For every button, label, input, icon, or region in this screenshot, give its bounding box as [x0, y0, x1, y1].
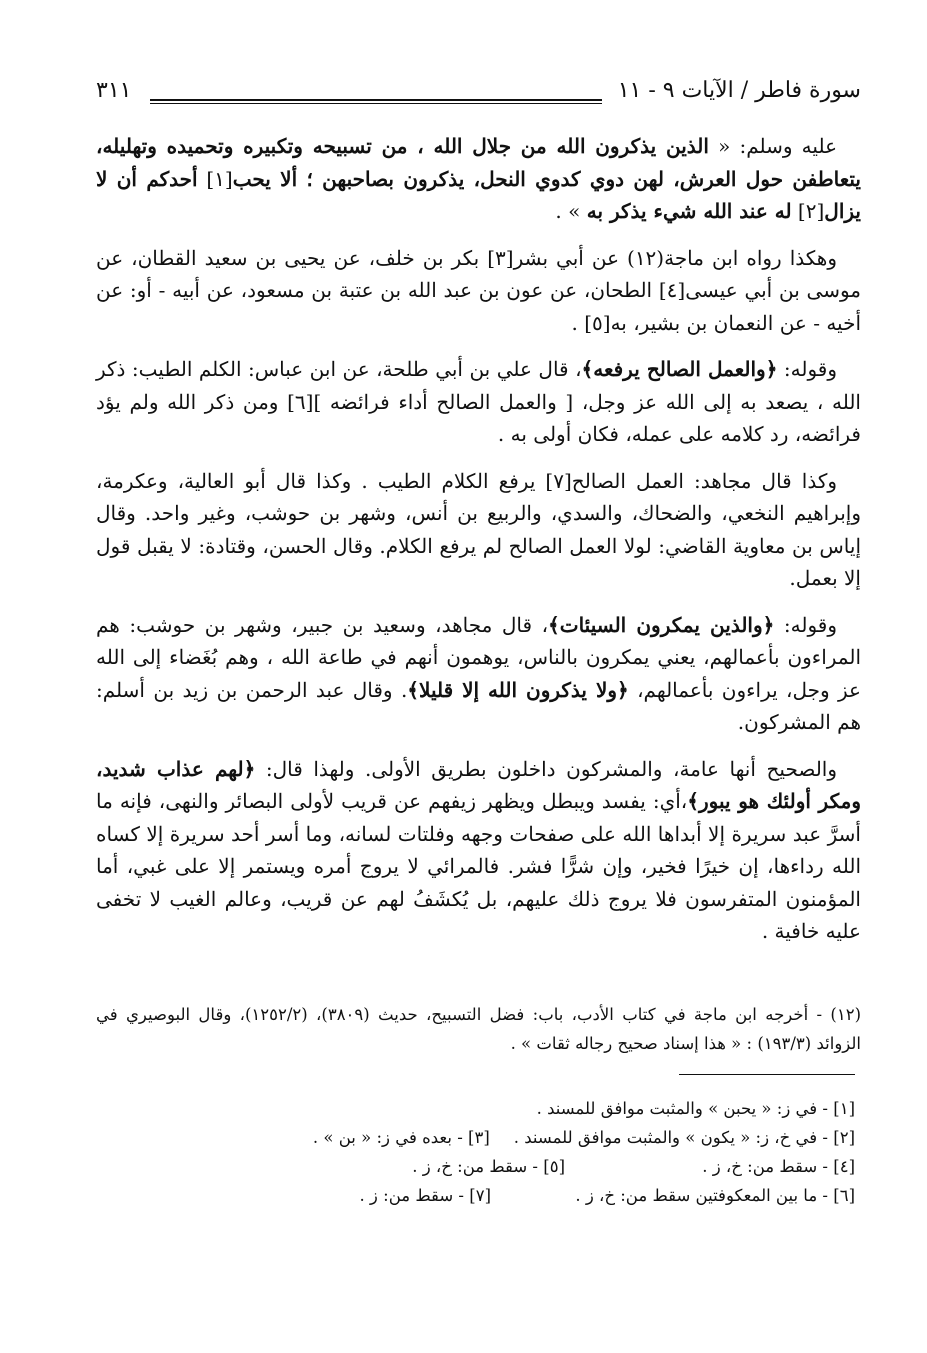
text-run: » .	[555, 199, 587, 223]
hadith-text: أحدكم أن لا يزال	[96, 166, 861, 223]
paragraph-1	[96, 130, 861, 228]
footnote-12: (١٢) - أخرجه ابن ماجة في كتاب الأدب، باب: فضل التسبيح، حديث (٣٨٠٩)، (١٢٥٢/٢)، وقال البوصيري في الزوائد (١٩٣/٣) : « هذا إسناد صحيح رجاله ثقات » .	[96, 1005, 862, 1053]
main-text	[96, 130, 861, 948]
text-run: والصحيح أنها عامة، والمشركون داخلون بطريق الأولى. ولهذا قال:	[255, 756, 838, 781]
footnote-separator	[679, 1074, 855, 1075]
paragraph-3	[96, 353, 861, 451]
variant-note: [٢] - في خ، ز: « يكون » والمثبت موافق للمسند .	[513, 1128, 855, 1147]
paragraph-4	[96, 465, 861, 595]
variant-note: [٥] - سقط من: خ، ز .	[412, 1157, 565, 1176]
variant-note: [٣] - بعده في ز: « بن » .	[312, 1128, 490, 1147]
paragraph-5	[96, 609, 861, 739]
text-run: ، قال مجاهد، وسعيد بن جبير، وشهر بن حوشب: هم المراءون بأعمالهم، يعني يمكرون بالناس، يوهمون أنهم في طاعة الله ، وهم بُغَضاء إلى الله عز وجل، يراءون بأعمالهم،	[96, 612, 861, 702]
text-run: وقوله:	[777, 357, 837, 381]
running-header-title: سورة فاطر / الآيات ٩ - ١١	[617, 78, 861, 103]
text-run: ،أي: يفسد ويبطل ويظهر زيفهم عن قريب لأولى البصائر والنهى، فإنه ما أسرَّ عبد سريرة إلا أبداها الله على صفحات وجهه وفلتات لسانه، وما أسر أحد سريرة إلا كساه الله رداءها، إن خيرًا فخير، وإن شرًّا فشر. فالمرائي لا يروج أمره ويستمر إلا على غبي، أما المؤمنون المتفرسون فلا يروج ذلك عليهم، بل يُكشَفُ لهم عن قريب، وعالم الغيب لا تخفى عليه خافية .	[96, 789, 861, 943]
footnote-ref: [١]	[197, 166, 233, 191]
text-run: وقوله:	[774, 612, 838, 637]
paragraph-2	[96, 242, 861, 340]
text-run: عليه وسلم: «	[708, 134, 837, 158]
footnote-ref: [٢]	[791, 199, 825, 223]
variant-note: [١] - في ز: « يحبن » والمثبت موافق للمسند .	[536, 1099, 855, 1118]
quran-verse: ﴿لهم عذاب شديد، ومكر أولئك هو يبور﴾	[96, 756, 861, 813]
variant-note-row	[195, 1181, 855, 1210]
header-rule	[150, 99, 602, 101]
variant-notes	[195, 1094, 855, 1210]
text-run: وكذا قال مجاهد: العمل الصالح[٧] يرفع الكلام الطيب . وكذا قال أبو العالية، وعكرمة، وإبراهيم النخعي، والضحاك، والسدي، والربيع بن أنس، وشهر بن حوشب، وغير واحد. وقال إياس بن معاوية القاضي: لولا العمل الصالح لم يرفع الكلام. وقال الحسن، وقتادة: لا يقبل قول إلا بعمل.	[96, 468, 861, 590]
hadith-text: الذين يذكرون الله من جلال الله ، من تسبيحه وتكبيره وتحميده وتهليله، يتعاطفن حول العرش، لهن دوي كدوي النحل، يذكرون بصاحبهن ؛ ألا يحب	[96, 134, 861, 191]
variant-note: [٦] - ما بين المعكوفتين سقط من: خ، ز .	[575, 1186, 855, 1205]
variant-note-row	[195, 1094, 855, 1123]
variant-note: [٤] - سقط من: خ، ز .	[702, 1157, 855, 1176]
running-header	[96, 78, 861, 118]
text-run: ، قال علي بن أبي طلحة، عن ابن عباس: الكلم الطيب: ذكر الله ، يصعد به إلى الله عز وجل، [ والعمل الصالح أداء فرائضه ][٦] ومن ذكر الله ولم يؤد فرائضه، رد كلامه على عمله، فكان أولى به .	[96, 357, 861, 446]
variant-note-row	[195, 1152, 855, 1181]
paragraph-6	[96, 753, 861, 948]
text-run: وهكذا رواه ابن ماجة(١٢) عن أبي بشر[٣] بكر بن خلف، عن يحيى بن سعيد القطان، عن موسى بن أبي عيسى[٤] الطحان، عن عون بن عبد الله بن عتبة بن مسعود، عن أبيه - أو: عن أخيه - عن النعمان بن بشير، به[٥] .	[96, 245, 861, 335]
header-rule-thin	[150, 103, 602, 104]
quran-verse: ﴿ولا يذكرون الله إلا قليلا﴾	[407, 677, 629, 702]
variant-note: [٧] - سقط من: ز .	[359, 1186, 491, 1205]
quran-verse: ﴿والعمل الصالح يرفعه﴾	[581, 357, 778, 381]
variant-note-row	[195, 1123, 855, 1152]
quran-verse: ﴿والذين يمكرون السيئات﴾	[548, 612, 775, 637]
hadith-text: له عند الله شيء يذكر به	[586, 199, 792, 223]
page-number: ٣١١	[96, 78, 132, 103]
text-run: . وقال عبد الرحمن بن زيد بن أسلم: هم المشركون.	[96, 677, 861, 734]
